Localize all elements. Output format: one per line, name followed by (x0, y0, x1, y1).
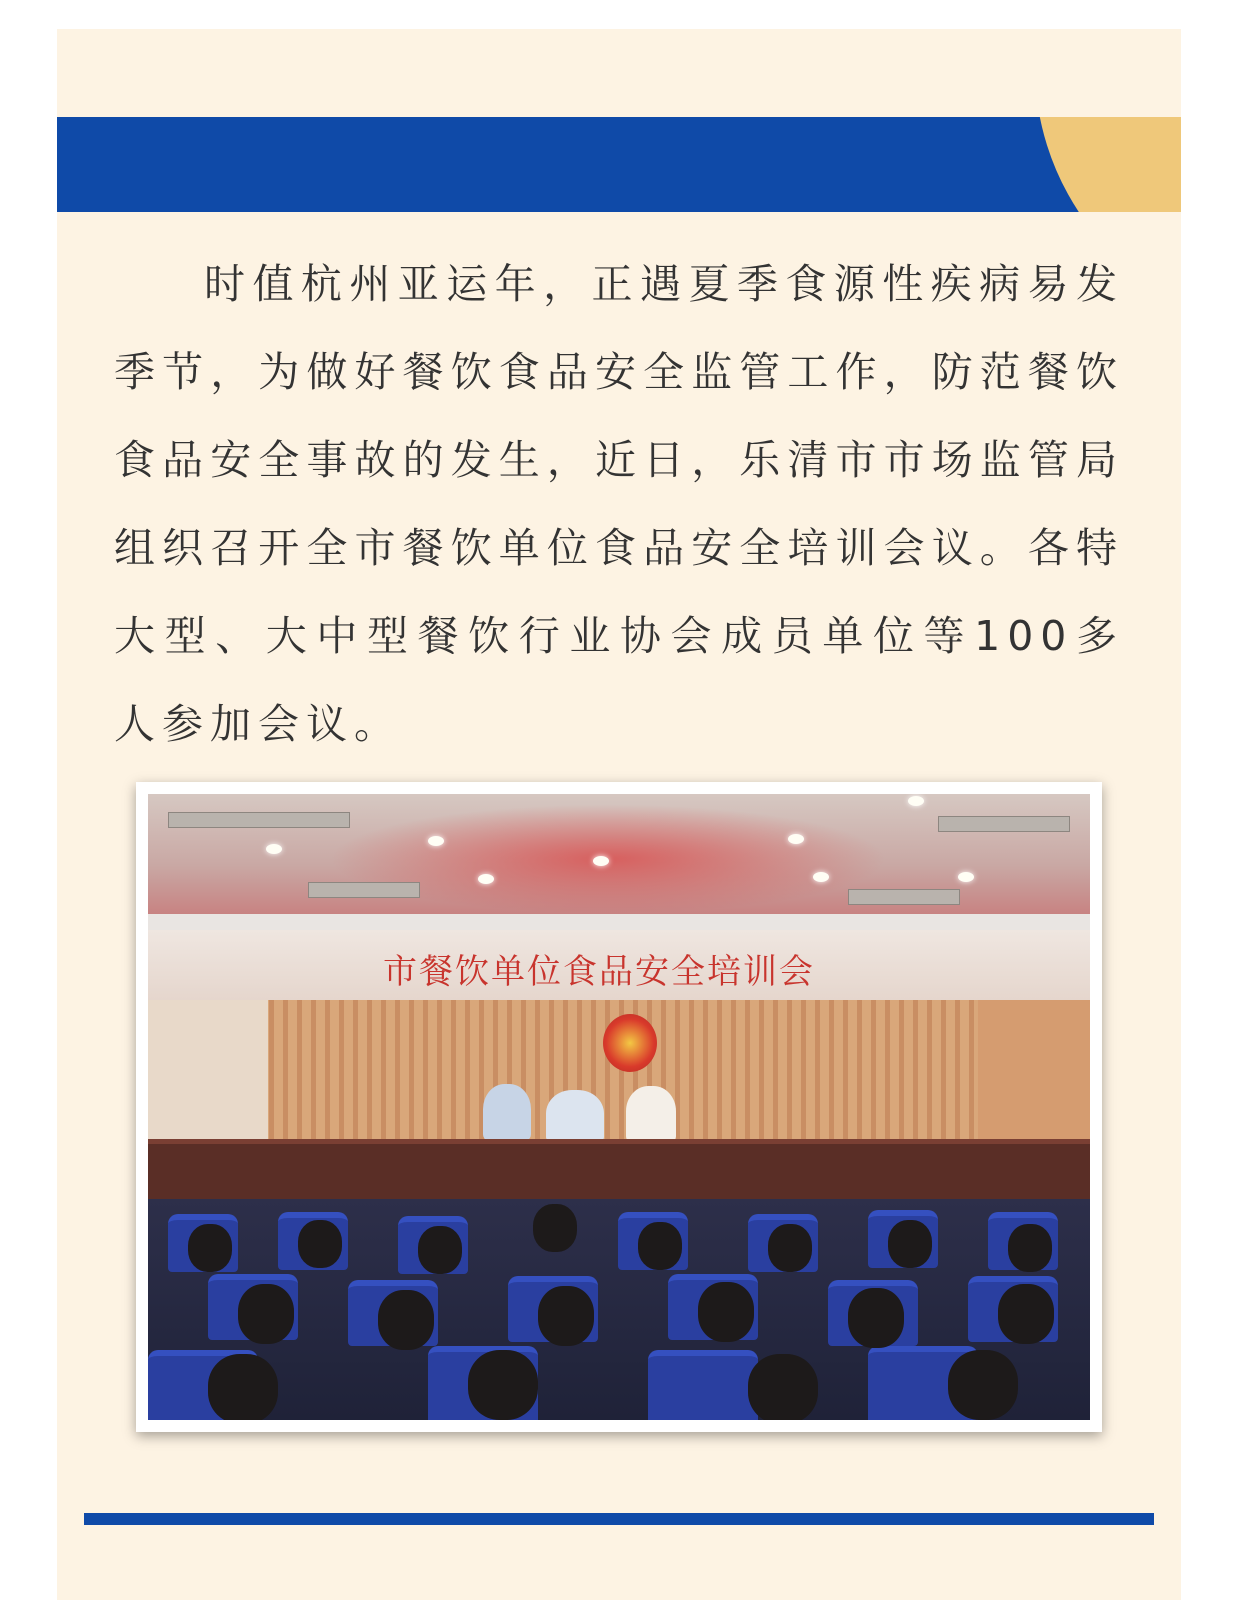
photo-audience-head (468, 1350, 538, 1420)
photo-audience-head (848, 1288, 904, 1348)
national-emblem-icon (603, 1014, 657, 1072)
photo-ceiling-light (428, 836, 444, 846)
photo-ceiling-light (266, 844, 282, 854)
header-band (57, 117, 1181, 212)
photo-ceiling-vent (168, 812, 350, 828)
photo-seat (648, 1350, 758, 1420)
photo-audience-head (378, 1290, 434, 1350)
photo-ceiling-light (478, 874, 494, 884)
photo-audience-head (698, 1282, 754, 1342)
photo-audience-head (238, 1284, 294, 1344)
photo-ceiling-vent (938, 816, 1070, 832)
photo-right-panel (978, 1000, 1090, 1150)
article-paragraph: 时值杭州亚运年，正遇夏季食源性疾病易发季节，为做好餐饮食品安全监管工作，防范餐饮食品安全事故的发生，近日，乐清市市场监管局组织召开全市餐饮单位食品安全培训会议。各特大型、大中型餐饮行业协会成员单位等100多人参加会议。 (114, 260, 1124, 748)
photo-ceiling-light (593, 856, 609, 866)
photo-speaker (483, 1084, 531, 1140)
header-accent-circle (1035, 117, 1181, 212)
photo-ceiling-light (813, 872, 829, 882)
photo-left-panel (148, 1000, 268, 1150)
photo-ceiling-beam (148, 914, 1090, 930)
photo-speaker (546, 1090, 604, 1142)
photo-audience-head (748, 1354, 818, 1420)
bottom-divider (84, 1513, 1154, 1525)
photo-frame (136, 782, 1102, 1432)
photo-banner-text: 市餐饮单位食品安全培训会 (383, 952, 815, 992)
photo-ceiling-vent (308, 882, 420, 898)
photo-ceiling-light (958, 872, 974, 882)
photo-audience-head (418, 1226, 462, 1274)
photo-audience-head (888, 1220, 932, 1268)
photo-audience-head (188, 1224, 232, 1272)
photo-audience-head (638, 1222, 682, 1270)
photo-audience-head (948, 1350, 1018, 1420)
photo-ceiling-light (908, 796, 924, 806)
photo-audience-head (533, 1204, 577, 1252)
photo-audience-head (998, 1284, 1054, 1344)
meeting-photo (148, 794, 1090, 1420)
photo-audience-head (1008, 1224, 1052, 1272)
photo-stage-table (148, 1144, 1090, 1204)
photo-audience-head (298, 1220, 342, 1268)
photo-ceiling-light (788, 834, 804, 844)
photo-audience-head (208, 1354, 278, 1420)
photo-speaker (626, 1086, 676, 1142)
photo-audience-head (538, 1286, 594, 1346)
photo-ceiling-vent (848, 889, 960, 905)
photo-audience-head (768, 1224, 812, 1272)
